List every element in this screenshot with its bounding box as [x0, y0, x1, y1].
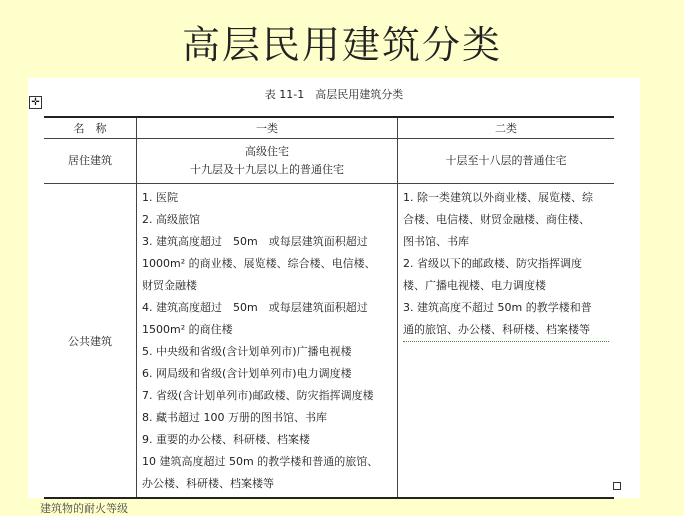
residential-class1	[137, 139, 398, 184]
header-name: 名 称	[44, 117, 137, 139]
list-item: 6. 网局级和省级(含计划单列市)电力调度楼	[142, 367, 352, 380]
public-class1	[137, 184, 398, 499]
list-item: 8. 藏书超过 100 万册的图书馆、书库	[142, 411, 327, 424]
list-item: 1. 除一类建筑以外商业楼、展览楼、综	[403, 191, 593, 204]
header-class2: 二类	[398, 117, 615, 139]
list-item: 3. 建筑高度超过 50m 或每层建筑面积超过	[142, 235, 368, 248]
table-caption: 表 11-1 高层民用建筑分类	[264, 88, 404, 101]
table-header-row	[44, 117, 614, 139]
list-item: 财贸金融楼	[142, 279, 197, 292]
classification-table	[44, 116, 614, 499]
list-item: 4. 建筑高度超过 50m 或每层建筑面积超过	[142, 301, 368, 314]
embedded-document	[28, 78, 640, 498]
list-item: 合楼、电信楼、财贸金融楼、商住楼、	[403, 213, 590, 226]
list-item: 1. 医院	[142, 191, 178, 204]
list-item: 10 建筑高度超过 50m 的教学楼和普通的旅馆、	[142, 455, 379, 468]
list-item: 通的旅馆、办公楼、科研楼、档案楼等	[403, 319, 609, 342]
list-item: 办公楼、科研楼、档案楼等	[142, 477, 274, 490]
list-item: 2. 高级旅馆	[142, 213, 200, 226]
table-row	[44, 184, 614, 499]
list-item: 5. 中央级和省级(含计划单列市)广播电视楼	[142, 345, 352, 358]
list-item: 图书馆、书库	[403, 235, 469, 248]
slide-title: 高层民用建筑分类	[181, 23, 502, 67]
list-item: 楼、广播电视楼、电力调度楼	[403, 279, 546, 292]
bottom-cut-text: 建筑物的耐火等级	[40, 502, 128, 515]
public-class2	[398, 184, 615, 499]
residential-class2: 十层至十八层的普通住宅	[398, 139, 615, 184]
table-move-handle-icon[interactable]: ✛	[29, 96, 42, 109]
table-resize-handle-icon[interactable]	[613, 482, 621, 490]
list-item: 7. 省级(含计划单列市)邮政楼、防灾指挥调度楼	[142, 389, 374, 402]
list-item: 1000m² 的商业楼、展览楼、综合楼、电信楼、	[142, 257, 376, 270]
public-name: 公共建筑	[44, 184, 137, 499]
header-class1: 一类	[137, 117, 398, 139]
residential-class1-line: 十九层及十九层以上的普通住宅	[190, 163, 344, 176]
list-item: 3. 建筑高度不超过 50m 的教学楼和普	[403, 301, 592, 314]
table-row	[44, 139, 614, 184]
list-item: 9. 重要的办公楼、科研楼、档案楼	[142, 433, 310, 446]
residential-name: 居住建筑	[44, 139, 137, 184]
list-item: 1500m² 的商住楼	[142, 323, 233, 336]
list-item: 2. 省级以下的邮政楼、防灾指挥调度	[403, 257, 582, 270]
residential-class1-line: 高级住宅	[245, 145, 289, 158]
